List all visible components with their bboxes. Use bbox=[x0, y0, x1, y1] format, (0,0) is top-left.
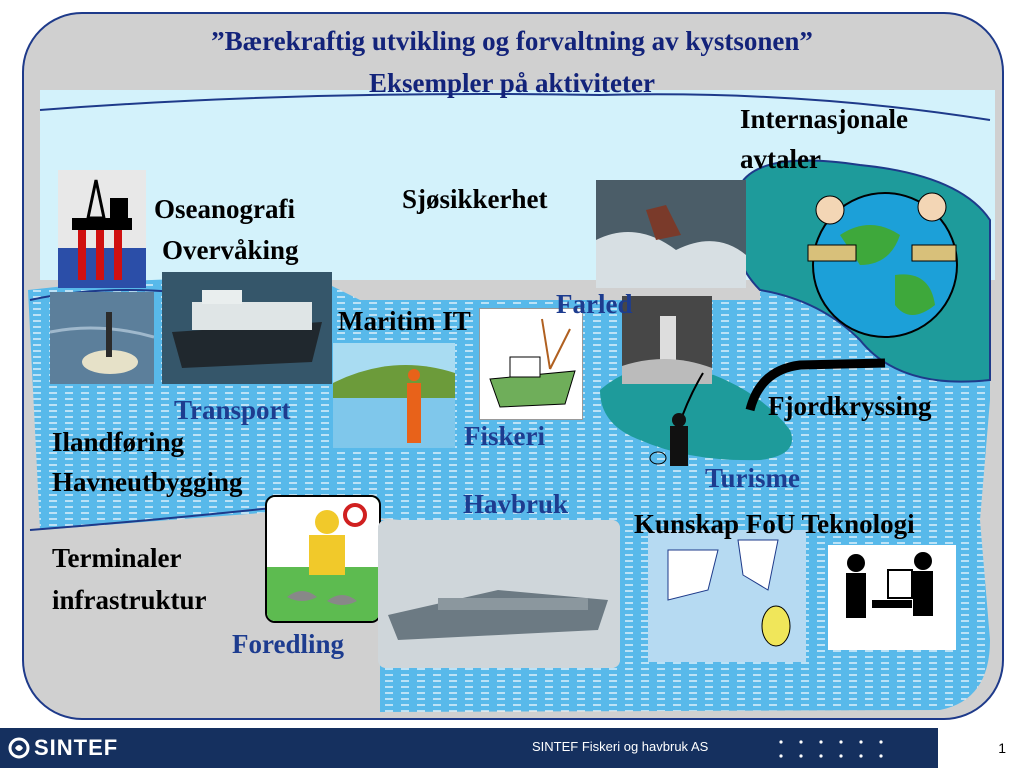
page-number-area bbox=[938, 728, 1024, 768]
fish-farm-photo bbox=[378, 520, 620, 668]
slide-subtitle: Eksempler på aktiviteter bbox=[369, 68, 655, 98]
label-havbruk: Havbruk bbox=[463, 489, 569, 519]
meeting-people-icon bbox=[828, 545, 956, 650]
label-fjordkryssing: Fjordkryssing bbox=[768, 391, 932, 421]
slide-title: ”Bærekraftig utvikling og forvaltning av kystsonen” bbox=[211, 26, 813, 56]
label-transport: Transport bbox=[174, 395, 291, 425]
angler-silhouette-icon bbox=[648, 368, 718, 476]
fish-processing-worker-icon bbox=[265, 495, 381, 623]
maritim-it-image bbox=[333, 343, 455, 448]
footer-brand: SINTEF bbox=[34, 735, 119, 760]
globe-phone-icon bbox=[800, 175, 960, 345]
label-avtaler: avtaler bbox=[740, 144, 821, 174]
shipwreck-photo bbox=[596, 180, 746, 288]
fishing-boat-icon bbox=[479, 308, 583, 420]
buoy-photo bbox=[50, 292, 154, 384]
label-havneutbygging: Havneutbygging bbox=[52, 467, 243, 497]
label-overvaking: Overvåking bbox=[162, 235, 299, 265]
sintef-logo-icon bbox=[8, 737, 30, 759]
label-ilandforing: Ilandføring bbox=[52, 427, 185, 457]
label-oseanografi: Oseanografi bbox=[154, 194, 295, 224]
cargo-ship-photo bbox=[162, 272, 332, 384]
page-number: 1 bbox=[998, 740, 1006, 756]
oil-platform-icon bbox=[58, 170, 146, 288]
coastal-map-image bbox=[648, 530, 806, 662]
label-terminaler: Terminaler bbox=[52, 543, 182, 573]
label-internasjonale: Internasjonale bbox=[740, 104, 908, 134]
label-turisme: Turisme bbox=[705, 463, 801, 493]
label-fiskeri: Fiskeri bbox=[464, 421, 545, 451]
label-foredling: Foredling bbox=[232, 629, 345, 659]
label-maritim-it: Maritim IT bbox=[338, 306, 471, 336]
dot-grid-icon bbox=[776, 736, 886, 762]
label-infrastruktur: infrastruktur bbox=[52, 585, 207, 615]
label-kunskap-fou-teknologi: Kunskap FoU Teknologi bbox=[634, 509, 915, 539]
label-farled: Farled bbox=[556, 289, 633, 319]
footer-organization: SINTEF Fiskeri og havbruk AS bbox=[532, 739, 709, 754]
footer-bar bbox=[0, 728, 1024, 768]
label-sjosikkerhet: Sjøsikkerhet bbox=[402, 184, 548, 214]
